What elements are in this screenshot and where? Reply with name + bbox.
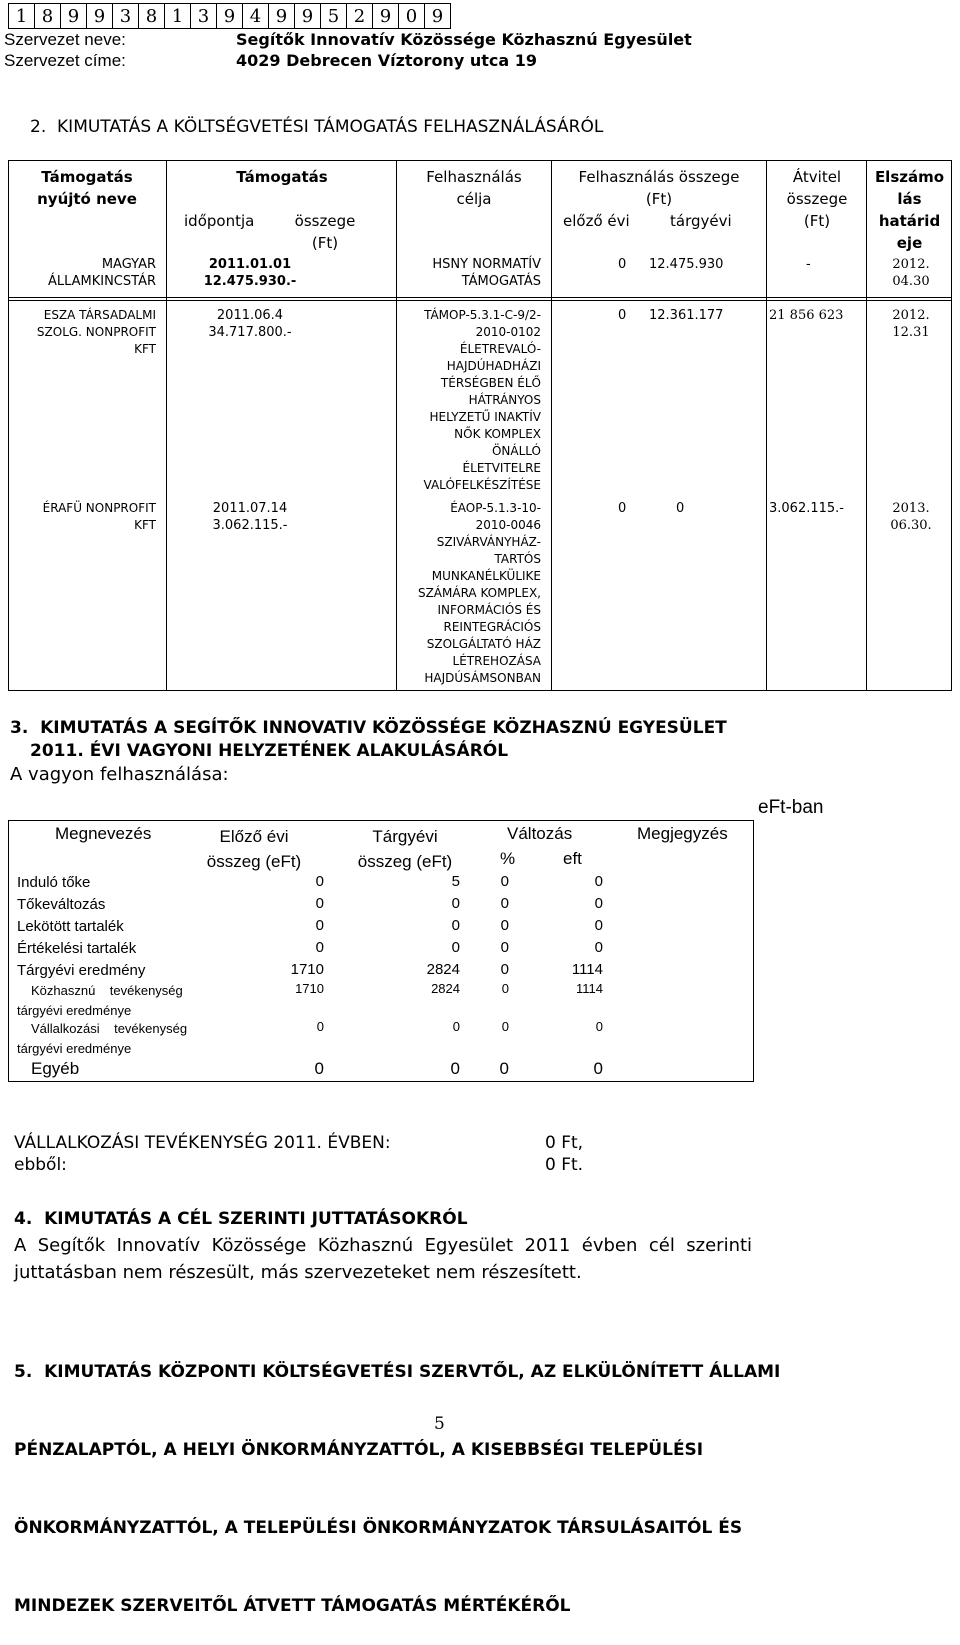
row3-provider: ÉRAFÜ NONPROFIT KFT — [42, 501, 156, 532]
asset-row-eft: 0 — [594, 895, 603, 912]
header-purpose: Felhasználás célja — [426, 168, 522, 208]
asset-header-prev: Előző évi összeg (eFt) — [206, 827, 302, 871]
row1-purpose: HSNY NORMATÍV TÁMOGATÁS — [432, 257, 541, 289]
asset-row-name — [17, 939, 136, 959]
purpose-line: REINTEGRÁCIÓS — [443, 620, 541, 634]
tax-digit: 5 — [320, 4, 346, 28]
tax-digit: 2 — [346, 4, 372, 28]
asset-row-current: 0 — [451, 939, 460, 956]
header-support: Támogatás — [236, 168, 328, 186]
row1-transfer: - — [806, 257, 811, 272]
header-current-year: tárgyévi — [670, 212, 732, 230]
purpose-line: VALÓFELKÉSZÍTÉSE — [423, 478, 541, 492]
row3-current: 0 — [676, 501, 685, 516]
row3-deadline: 2013. 06.30. — [890, 501, 932, 533]
purpose-line: ÖNÁLLÓ — [491, 444, 541, 458]
purpose-line: MUNKANÉLKÜLIKE — [431, 569, 541, 583]
purpose-line: HAJDÚHADHÁZI — [446, 359, 541, 373]
asset-row-name — [17, 917, 124, 937]
asset-header-name: Megnevezés — [55, 824, 152, 843]
asset-row-current: 0 — [450, 1059, 460, 1078]
purpose-line: TÉRSÉGBEN ÉLŐ — [440, 376, 541, 390]
tax-number-boxes — [8, 3, 451, 29]
tax-digit: 0 — [398, 4, 424, 28]
header-prev-year: előző évi — [563, 212, 630, 230]
asset-row-name-line: Tárgyévi eredmény — [17, 962, 146, 979]
asset-row-eft: 1114 — [576, 981, 603, 996]
asset-row-prev: 0 — [316, 1019, 324, 1034]
unit-label: eFt-ban — [758, 797, 824, 818]
asset-row-name-line: Értékelési tartalék — [17, 940, 137, 957]
asset-row-name-line: Vállalkozási tevékenység — [31, 1021, 188, 1036]
tax-digit: 9 — [216, 4, 242, 28]
asset-row-eft: 0 — [595, 1019, 603, 1034]
asset-row-name-line: Egyéb — [31, 1059, 80, 1078]
asset-row-eft: 0 — [594, 939, 603, 956]
row2-date-amount: 2011.06.4 34.717.800.- — [208, 308, 292, 340]
asset-row-current: 5 — [451, 873, 460, 890]
row1-prev: 0 — [618, 257, 627, 272]
header-date: időpontja — [184, 212, 255, 230]
purpose-line: SZOLGÁLTATÓ HÁZ — [426, 637, 541, 651]
asset-header-eft: eft — [563, 849, 582, 868]
section2-title: 2. KIMUTATÁS A KÖLTSÉGVETÉSI TÁMOGATÁS FELHASZNÁLÁSÁRÓL — [30, 117, 604, 137]
header-usage-amount: Felhasználás összege (Ft) — [578, 168, 740, 208]
asset-row-pct: 0 — [500, 917, 509, 934]
row1-provider: MAGYAR ÁLLAMKINCSTÁR — [47, 257, 156, 289]
tax-digit: 8 — [138, 4, 164, 28]
purpose-line: HELYZETŰ INAKTÍV — [429, 410, 541, 424]
purpose-line: TARTÓS — [494, 552, 541, 566]
org-address-value: 4029 Debrecen Víztorony utca 19 — [236, 51, 537, 70]
org-name-value: Segítők Innovatív Közössége Közhasznú Egyesület — [236, 30, 692, 49]
asset-row-prev: 0 — [315, 873, 324, 890]
org-address-label: Szervezet címe: — [4, 51, 126, 70]
tax-digit: 9 — [424, 4, 450, 28]
asset-row-current: 0 — [452, 1019, 460, 1034]
asset-row-eft: 0 — [594, 917, 603, 934]
tax-digit: 1 — [15, 5, 28, 27]
purpose-line: 2010-0046 — [475, 518, 541, 532]
asset-row-current: 2824 — [431, 981, 460, 996]
asset-row-prev: 0 — [314, 1059, 324, 1078]
org-name-label: Szervezet neve: — [4, 30, 126, 49]
asset-row-prev: 0 — [315, 895, 324, 912]
row1-deadline: 2012. 04.30 — [892, 257, 930, 289]
section4-title: 4. KIMUTATÁS A CÉL SZERINTI JUTTATÁSOKRÓL — [14, 1209, 468, 1229]
asset-row-name-line: Közhasznú tevékenység — [31, 983, 183, 998]
asset-row-name-line: Induló tőke — [17, 874, 91, 891]
asset-header-note: Megjegyzés — [637, 824, 728, 843]
asset-row-pct: 0 — [501, 981, 509, 996]
tax-digit: 4 — [242, 4, 268, 28]
tax-digit: 9 — [268, 4, 294, 28]
tax-digit: 3 — [190, 4, 216, 28]
asset-row-name — [17, 873, 90, 893]
business-value2: 0 Ft. — [545, 1155, 584, 1175]
tax-digit: 9 — [60, 4, 86, 28]
purpose-line: LÉTREHOZÁSA — [452, 654, 541, 668]
business-label1: VÁLLALKOZÁSI TEVÉKENYSÉG 2011. ÉVBEN: — [14, 1133, 391, 1153]
asset-row-name-line: Lekötött tartalék — [17, 918, 124, 935]
tax-digit: 3 — [112, 4, 138, 28]
asset-row-name-line: Tőkeváltozás — [17, 896, 106, 913]
header-deadline: Elszámo lás határid eje — [874, 168, 945, 252]
section4-text-line1: A Segítők Innovatív Közössége Közhasznú Egyesület 2011 évben cél szerinti — [14, 1235, 753, 1256]
row3-transfer: 3.062.115.- — [769, 501, 844, 516]
asset-row-name — [17, 1019, 188, 1059]
asset-row-prev: 1710 — [290, 961, 324, 978]
row2-prev: 0 — [618, 308, 627, 323]
row3-prev: 0 — [618, 501, 627, 516]
asset-row-prev: 0 — [315, 917, 324, 934]
purpose-line: HÁTRÁNYOS — [468, 393, 541, 407]
row3-date-amount: 2011.07.14 3.062.115.- — [212, 501, 288, 533]
asset-row-current: 0 — [451, 895, 460, 912]
asset-row-pct: 0 — [499, 1059, 509, 1078]
asset-header-change: Változás — [507, 824, 573, 843]
purpose-line: INFORMÁCIÓS ÉS — [437, 603, 541, 617]
row3-purpose — [397, 500, 541, 687]
purpose-line: ÉAOP-5.1.3-10- — [450, 501, 541, 515]
asset-row-name — [17, 981, 183, 1021]
purpose-line: NŐK KOMPLEX — [454, 427, 541, 441]
asset-row-name — [17, 895, 105, 915]
purpose-line: 2010-0102 — [475, 325, 541, 339]
asset-row-pct: 0 — [500, 939, 509, 956]
page-number: 5 — [434, 1414, 445, 1434]
tax-digit: 9 — [372, 4, 398, 28]
asset-row-current: 0 — [451, 917, 460, 934]
header-provider: Támogatás nyújtó neve — [37, 168, 137, 208]
purpose-line: ÉLETVITELRE — [462, 461, 541, 475]
asset-row-name — [17, 961, 145, 981]
row1-date-amount: 2011.01.01 12.475.930.- — [203, 257, 297, 289]
asset-row-pct: 0 — [501, 1019, 509, 1034]
asset-header-current: Tárgyévi összeg (eFt) — [357, 827, 453, 871]
row1-current: 12.475.930 — [649, 257, 724, 272]
asset-row-name-line: tárgyévi eredménye — [17, 1041, 132, 1056]
asset-row-name — [31, 1059, 79, 1079]
section4-text-line2: juttatásban nem részesült, más szervezeteket nem részesített. — [14, 1262, 582, 1283]
purpose-line: SZIVÁRVÁNYHÁZ- — [436, 535, 541, 549]
asset-row-current: 2824 — [426, 961, 460, 978]
business-label2: ebből: — [14, 1155, 67, 1175]
purpose-line: ÉLETREVALÓ- — [459, 342, 541, 356]
asset-row-eft: 1114 — [571, 961, 603, 978]
asset-header-pct: % — [500, 849, 516, 868]
asset-row-pct: 0 — [500, 873, 509, 890]
purpose-line: SZÁMÁRA KOMPLEX, — [417, 586, 541, 600]
section3-title-line1: 3. KIMUTATÁS A SEGÍTŐK INNOVATIV KÖZÖSSÉGE KÖZHASZNÚ EGYESÜLET — [10, 718, 727, 738]
section5-title: 5. KIMUTATÁS KÖZPONTI KÖLTSÉGVETÉSI SZERVTŐL, AZ ELKÜLÖNÍTETT ÁLLAMI PÉNZALAPTÓL, A HELYI ÖNKORMÁNYZATTÓL, A KISEBBSÉGI TELEPÜLÉSI ÖNKORMÁNYZATTÓL, A TELEPÜLÉSI ÖNKORMÁNYZATOK TÁRSULÁSAITÓL ÉS MINDEZEK SZERVEITŐL ÁTVETT TÁMOGATÁS MÉRTÉKÉRŐL — [14, 1362, 781, 1616]
tax-digit: 9 — [86, 4, 112, 28]
asset-row-prev: 1710 — [295, 981, 324, 996]
row2-provider: ESZA TÁRSADALMI SZOLG. NONPROFIT KFT — [36, 308, 156, 356]
header-amount: összege (Ft) — [294, 212, 356, 252]
section3-title-line2: 2011. ÉVI VAGYONI HELYZETÉNEK ALAKULÁSÁRÓL — [30, 741, 509, 761]
asset-row-prev: 0 — [315, 939, 324, 956]
row2-deadline: 2012. 12.31 — [892, 308, 930, 340]
business-value1: 0 Ft, — [545, 1133, 584, 1153]
asset-row-name-line: tárgyévi eredménye — [17, 1003, 132, 1018]
tax-digit: 8 — [34, 4, 60, 28]
asset-row-eft: 0 — [594, 873, 603, 890]
tax-digit: 1 — [164, 4, 190, 28]
purpose-line: HAJDÚSÁMSONBAN — [424, 671, 541, 685]
tax-digit: 9 — [294, 4, 320, 28]
purpose-line: TÁMOP-5.3.1-C-9/2- — [424, 308, 541, 322]
row2-purpose — [397, 307, 541, 494]
header-transfer: Átvitel összege (Ft) — [786, 168, 848, 230]
asset-row-eft: 0 — [593, 1059, 603, 1078]
row2-current: 12.361.177 — [649, 308, 724, 323]
section3-subtitle: A vagyon felhasználása: — [10, 764, 229, 785]
row2-transfer: 21 856 623 — [769, 308, 844, 323]
asset-row-pct: 0 — [500, 961, 509, 978]
asset-row-pct: 0 — [500, 895, 509, 912]
